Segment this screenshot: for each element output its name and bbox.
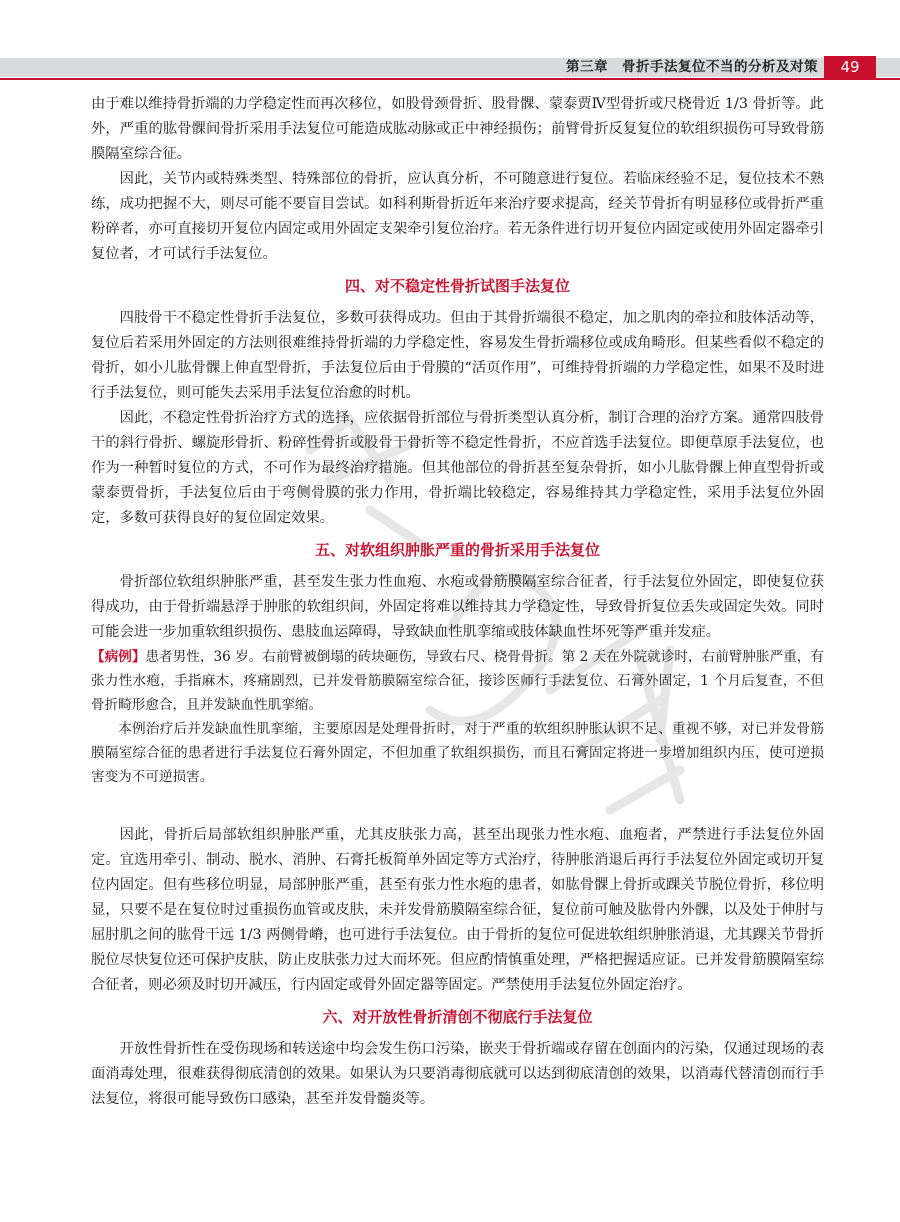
header-rule — [0, 78, 900, 80]
case-label: 【病例】 — [91, 649, 146, 665]
page-header — [0, 0, 900, 84]
paragraph: 因此，不稳定性骨折治疗方式的选择，应依据骨折部位与骨折类型认真分析，制订合理的治疗方案。通常四肢骨干的斜行骨折、螺旋形骨折、粉碎性骨折或股骨干骨折等不稳定性骨折，不应首选手法复位。即便草原手法复位，也作为一种暂时复位的方式，不可作为最终治疗措施。但其他部位的骨折甚至复杂骨折，如小儿肱骨髁上伸直型骨折或蒙泰贾骨折，手法复位后由于弯侧骨膜的张力作用，骨折端比较稳定，容易维持其力学稳定性，采用手法复位外固定，多数可获得良好的复位固定效果。 — [91, 410, 824, 526]
case-text: 患者男性，36 岁。右前臂被倒塌的砖块砸伤，导致右尺、桡骨骨折。第 2 天在外院就诊时，右前臂肿胀严重，有张力性水疱，手指麻木，疼痛剧烈，已并发骨筋膜隔室综合征，接诊医师行手法复位、石膏外固定，1 个月后复查，不但骨折畸形愈合，且并发缺血性肌挛缩。 — [91, 649, 825, 713]
case-paragraph — [91, 645, 824, 717]
case-box — [91, 645, 824, 789]
page-number: 49 — [824, 56, 876, 78]
section-heading: 六、对开放性骨折清创不彻底行手法复位 — [322, 1008, 593, 1026]
section-heading: 五、对软组织肿胀严重的骨折采用手法复位 — [314, 541, 600, 559]
paragraph: 四肢骨干不稳定性骨折手法复位，多数可获得成功。但由于其骨折端很不稳定，加之肌肉的牵拉和肢体活动等，复位后若采用外固定的方法则很难维持骨折端的力学稳定性，容易发生骨折端移位或成角畸形。但某些看似不稳定的骨折，如小儿肱骨髁上伸直型骨折，手法复位后由于骨膜的“活页作用”，可维持骨折端的力学稳定性，如果不及时进行手法复位，则可能失去采用手法复位治愈的时机。 — [91, 310, 824, 401]
case-paragraph: 本例治疗后并发缺血性肌挛缩，主要原因是处理骨折时，对于严重的软组织肿胀认识不足、重视不够，对已并发骨筋膜隔室综合征的患者进行手法复位石膏外固定，不但加重了软组织损伤，而且石膏固定将进一步增加组织内压，使可逆损害变为不可逆损害。 — [91, 721, 824, 785]
paragraph: 因此，骨折后局部软组织肿胀严重，尤其皮肤张力高，甚至出现张力性水疱、血疱者，严禁进行手法复位外固定。宜选用牵引、制动、脱水、消肿、石膏托板简单外固定等方式治疗，待肿胀消退后再行手法复位外固定或切开复位内固定。但有些移位明显，局部肿胀严重，甚至有张力性水疱的患者，如肱骨髁上骨折或踝关节脱位骨折，移位明显，只要不是在复位时过重损伤血管或皮肤，未并发骨筋膜隔室综合征，复位前可触及肱骨内外髁，以及处于伸肘与屈肘肌之间的肱骨干远 1/3 两侧骨嵴，也可进行手法复位。由于骨折的复位可促进软组织肿胀消退，尤其踝关节骨折脱位尽快复位还可保护皮肤，防止皮肤张力过大而坏死。但应酌情慎重处理，严格把握适应证。已并发骨筋膜隔室综合征者，则必须及时切开减压，行内固定或骨外固定器等固定。严禁使用手法复位外固定治疗。 — [91, 827, 824, 993]
page-content — [91, 92, 824, 1112]
section-heading: 四、对不稳定性骨折试图手法复位 — [344, 277, 570, 295]
paragraph: 因此，关节内或特殊类型、特殊部位的骨折，应认真分析，不可随意进行复位。若临床经验不足，复位技术不熟练，成功把握不大，则尽可能不要盲目尝试。如科利斯骨折近年来治疗要求提高，经关节骨折有明显移位或骨折严重粉碎者，亦可直接切开复位内固定或用外固定支架牵引复位治疗。若无条件进行切开复位内固定或使用外固定器牵引复位者，才可试行手法复位。 — [91, 171, 824, 262]
paragraph: 由于难以维持骨折端的力学稳定性而再次移位，如股骨颈骨折、股骨髁、蒙泰贾Ⅳ型骨折或尺桡骨近 1/3 骨折等。此外，严重的肱骨髁间骨折采用手法复位可能造成肱动脉或正中神经损伤；前臂骨折反复复位的软组织损伤可导致骨筋膜隔室综合征。 — [91, 96, 824, 162]
chapter-title: 第三章 骨折手法复位不当的分析及对策 — [566, 59, 818, 75]
paragraph: 开放性骨折性在受伤现场和转送途中均会发生伤口污染，嵌夹于骨折端或存留在创面内的污染，仅通过现场的表面消毒处理，很难获得彻底清创的效果。如果认为只要消毒彻底就可以达到彻底清创的效果，以消毒代替清创而行手法复位，将很可能导致伤口感染，甚至并发骨髓炎等。 — [91, 1041, 824, 1107]
paragraph: 骨折部位软组织肿胀严重，甚至发生张力性血疱、水疱或骨筋膜隔室综合征者，行手法复位外固定，即使复位获得成功，由于骨折端悬浮于肿胀的软组织间，外固定将难以维持其力学稳定性，导致骨折复位丢失或固定失效。同时可能会进一步加重软组织损伤、患肢血运障碍，导致缺血性肌挛缩或肢体缺血性坏死等严重并发症。 — [91, 574, 824, 640]
